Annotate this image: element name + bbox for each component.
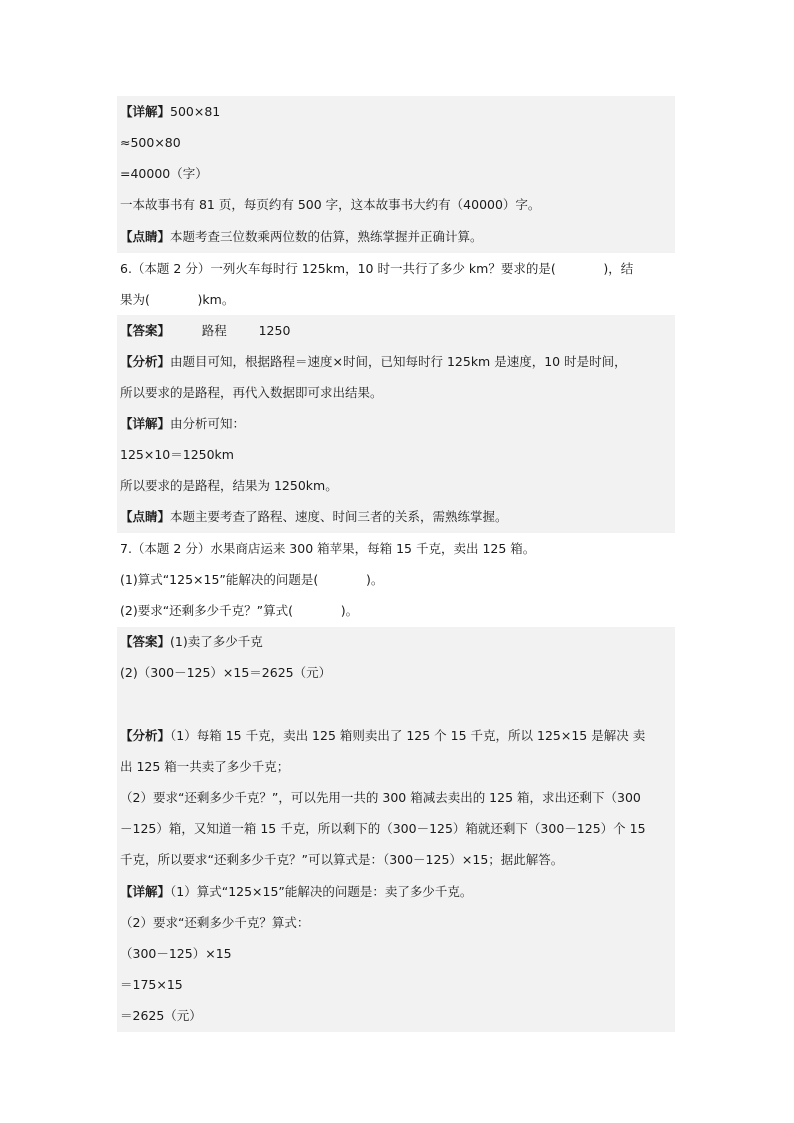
q7-detail-step: ＝2625（元） [120, 1008, 202, 1023]
q6-answer-line [120, 323, 290, 339]
q5-detail-conclusion: 一本故事书有 81 页，每页约有 500 字，这本故事书大约有（40000）字。 [120, 197, 541, 212]
detail-label: 【详解】 [120, 416, 171, 431]
q7-analysis-line: （2）要求“还剩多少千克？”，可以先用一共的 300 箱减去卖出的 125 箱，求出还剩下（300 [120, 790, 641, 805]
answer-text: 路程 1250 [170, 323, 291, 338]
detail-label: 【详解】 [120, 884, 171, 899]
analysis-text: 由题目可知，根据路程＝速度×时间，已知每时行 125km 是速度，10 时是时间， [170, 354, 627, 369]
answer-label: 【答案】 [120, 323, 171, 338]
q7-analysis-line: 出 125 箱一共卖了多少千克； [120, 759, 290, 774]
q7-detail-step: ＝175×15 [120, 977, 183, 992]
q7-analysis-line: 千克，所以要求“还剩多少千克？”可以算式是：（300－125）×15；据此解答。 [120, 852, 564, 867]
q6-detail-line [120, 416, 245, 432]
q7-detail-step: （300－125）×15 [120, 946, 232, 961]
detail-label: 【详解】 [120, 104, 171, 119]
q7-answer-line [120, 634, 263, 650]
detail-text: （1）算式“125×15”能解决的问题是：卖了多少千克。 [170, 884, 473, 899]
q6-stem-line: 果为( )km。 [120, 292, 235, 307]
analysis-label: 【分析】 [120, 728, 171, 743]
answer-label: 【答案】 [120, 634, 171, 649]
detail-text: 由分析可知： [170, 416, 246, 431]
q7-analysis-line [120, 728, 645, 744]
q7-stem-line: 7.（本题 2 分）水果商店运来 300 箱苹果，每箱 15 千克，卖出 125 箱。 [120, 541, 536, 556]
analysis-text: （1）每箱 15 千克，卖出 125 箱则卖出了 125 个 15 千克，所以 125×15 是解决 卖 [170, 728, 646, 743]
q6-analysis-line [120, 354, 627, 370]
point-text: 本题考查三位数乘两位数的估算，熟练掌握并正确计算。 [170, 229, 483, 244]
q5-point-line [120, 229, 483, 245]
q7-stem-line: (1)算式“125×15”能解决的问题是( )。 [120, 572, 384, 587]
q5-detail-step: =40000（字） [120, 166, 208, 181]
detail-text: 500×81 [170, 104, 221, 119]
q6-detail-step: 125×10＝1250km [120, 447, 234, 462]
point-label: 【点睛】 [120, 229, 171, 244]
point-label: 【点睛】 [120, 509, 171, 524]
q5-detail-line [120, 104, 220, 120]
point-text: 本题主要考查了路程、速度、时间三者的关系，需熟练掌握。 [170, 509, 508, 524]
q6-analysis-line: 所以要求的是路程，再代入数据即可求出结果。 [120, 385, 383, 400]
q7-stem-line: (2)要求“还剩多少千克？”算式( )。 [120, 603, 359, 618]
answer-text: (1)卖了多少千克 [170, 634, 263, 649]
q6-point-line [120, 509, 508, 525]
q5-detail-step: ≈500×80 [120, 135, 181, 150]
analysis-label: 【分析】 [120, 354, 171, 369]
q6-stem-line: 6.（本题 2 分）一列火车每时行 125km，10 时一共行了多少 km？要求的是( )，结 [120, 261, 634, 276]
q7-analysis-line: －125）箱，又知道一箱 15 千克，所以剩下的（300－125）箱就还剩下（300－125）个 15 [120, 821, 646, 836]
q7-detail-line: （2）要求“还剩多少千克？算式： [120, 915, 310, 930]
q6-detail-conclusion: 所以要求的是路程，结果为 1250km。 [120, 478, 338, 493]
q7-detail-line [120, 884, 472, 900]
q7-answer-line: (2)（300－125）×15＝2625（元） [120, 665, 332, 680]
